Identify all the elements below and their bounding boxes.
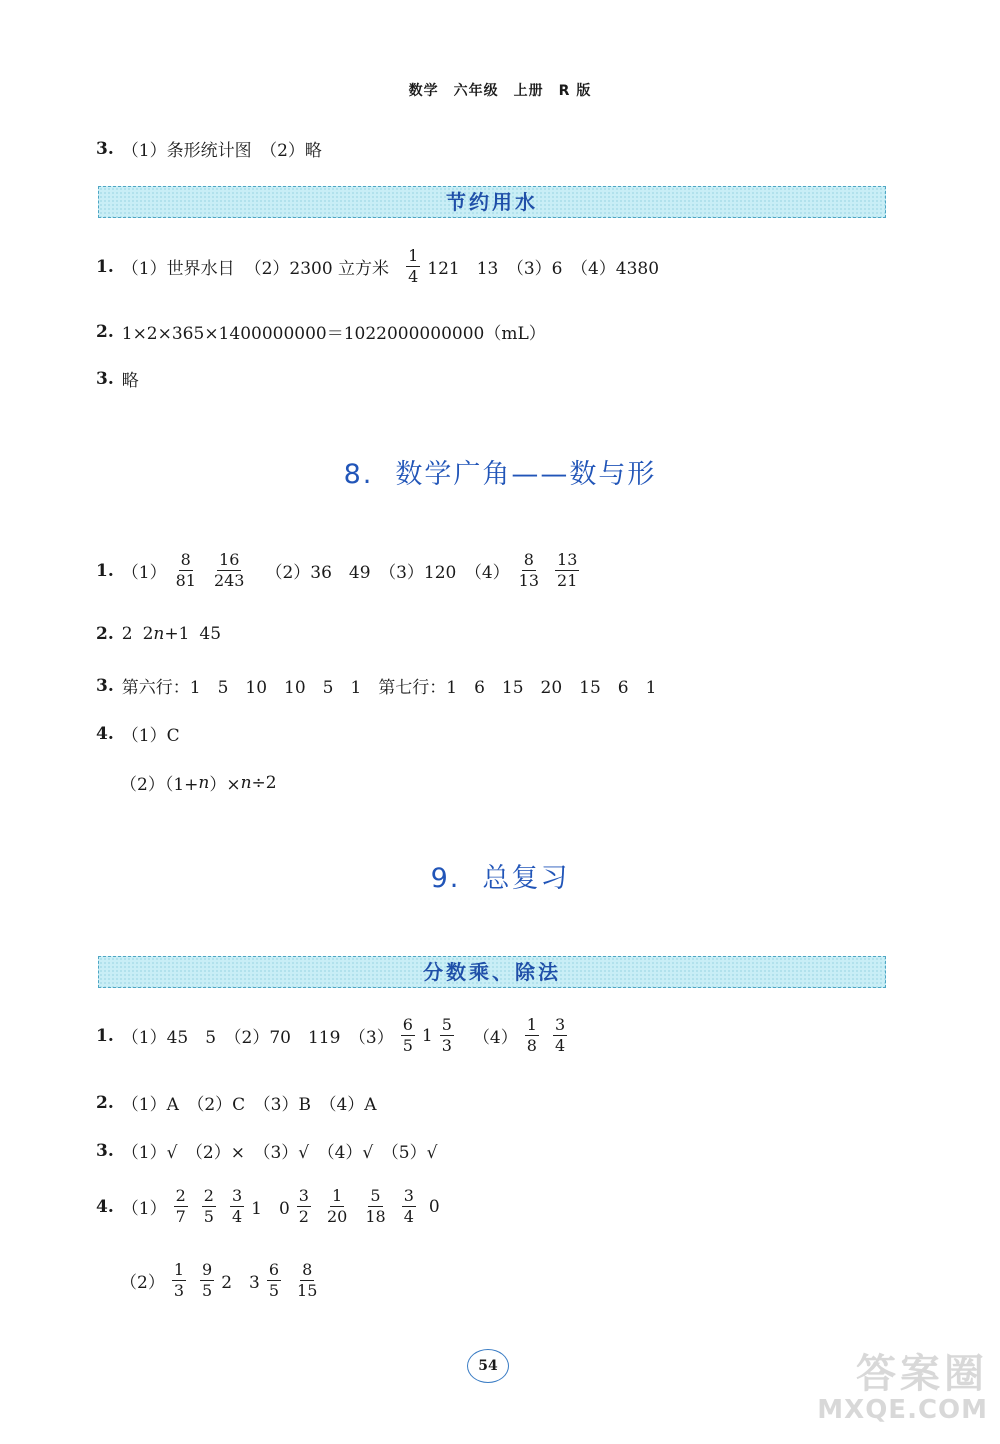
answer-text: （1）C [121, 726, 180, 746]
chapter-number: 8. [343, 459, 374, 490]
numerator: 1 [526, 1015, 537, 1034]
answer-text: +1 [164, 624, 190, 644]
denominator: 13 [518, 570, 540, 590]
fraction [325, 1188, 349, 1226]
watermark [817, 1352, 988, 1424]
fraction [200, 1262, 214, 1300]
numerator: 8 [180, 550, 191, 569]
chapter-title [0, 452, 1000, 491]
answer-line [96, 136, 322, 161]
numerator: 6 [402, 1015, 413, 1034]
denominator: 3 [173, 1280, 185, 1300]
answer-line [96, 1188, 440, 1226]
chapter-name: 总复习 [482, 863, 570, 894]
question-number: 1. [96, 1025, 114, 1046]
answer-line [96, 552, 586, 590]
numerator: 16 [219, 550, 240, 569]
fraction [406, 248, 420, 286]
answer-line [96, 366, 139, 391]
denominator: 5 [402, 1035, 413, 1055]
denominator: 4 [403, 1206, 414, 1226]
answer-text: 2 [121, 624, 133, 644]
denominator: 243 [213, 570, 245, 590]
question-number: 1. [96, 256, 114, 277]
numerator: 2 [203, 1186, 214, 1205]
denominator: 5 [202, 1280, 213, 1300]
numerator: 8 [302, 1260, 313, 1279]
answer-text: （1）条形统计图 （2）略 [121, 141, 322, 161]
denominator: 4 [231, 1206, 243, 1226]
denominator: 18 [365, 1206, 386, 1226]
denominator: 2 [298, 1206, 309, 1226]
denominator: 3 [441, 1035, 452, 1055]
numerator: 13 [557, 550, 578, 569]
answer-text: （1）A （2）C （3）B （4）A [121, 1095, 377, 1115]
answer-line [96, 1090, 377, 1115]
numerator: 3 [403, 1186, 414, 1205]
answer-line [120, 1262, 326, 1300]
numerator: 1 [173, 1260, 185, 1279]
numerator: 3 [231, 1186, 243, 1205]
chapter-name: 数学广角——数与形 [395, 459, 657, 490]
numerator: 5 [370, 1186, 381, 1205]
answer-text: 第六行：1 5 10 10 5 1 第七行：1 6 15 20 15 6 1 [121, 678, 657, 698]
answer-text: （2）（1+ [120, 775, 199, 795]
answer-text: 1×2×365×1400000000＝1022000000000（mL） [121, 324, 546, 344]
section-banner: 节约用水 [98, 186, 886, 218]
answer-text: （2）2300 立方米 [244, 259, 390, 280]
question-number: 2. [96, 1092, 114, 1113]
answer-text: 略 [121, 371, 139, 391]
answer-line [120, 770, 277, 795]
denominator: 15 [297, 1280, 318, 1300]
chapter-number: 9. [430, 863, 461, 894]
denominator: 81 [175, 570, 196, 590]
answer-text: ）× [209, 775, 241, 795]
numerator: 2 [175, 1186, 186, 1205]
numerator: 1 [408, 246, 419, 265]
answer-text: （1）√ （2）× （3）√ （4）√ （5）√ [121, 1143, 438, 1163]
answer-text: 45 [199, 624, 222, 644]
answer-text: 2 [142, 624, 154, 644]
fraction [212, 552, 247, 590]
answer-line [96, 721, 180, 746]
page-number: 54 [467, 1349, 509, 1383]
variable: n [240, 772, 252, 793]
denominator: 21 [557, 570, 578, 590]
answer-text: 1 0 [251, 1199, 290, 1220]
answer-text: 121 13 （3）6 （4）4380 [427, 259, 660, 280]
answer-text: 0 [428, 1196, 440, 1217]
answer-text: （4） [472, 1028, 518, 1049]
answer-text: （2） [120, 1273, 165, 1294]
fraction [555, 552, 579, 590]
fraction [230, 1188, 244, 1226]
question-number: 2. [96, 624, 114, 644]
denominator: 5 [203, 1206, 214, 1226]
answer-text: （1）世界水日 [121, 259, 235, 280]
fraction [174, 552, 198, 590]
variable: n [153, 624, 165, 644]
answer-text: （1）45 5 （2）70 119 （3） [121, 1028, 394, 1049]
numerator: 3 [554, 1015, 566, 1034]
fraction [440, 1017, 454, 1055]
numerator: 8 [523, 550, 534, 569]
denominator: 7 [175, 1206, 186, 1226]
watermark-site: MXQE.COM [817, 1395, 988, 1425]
answer-text: （2）36 49 （3）120 （4） [265, 563, 510, 584]
numerator: 6 [268, 1260, 280, 1279]
answer-line [96, 673, 656, 698]
denominator: 4 [408, 266, 419, 286]
question-number: 3. [96, 1140, 114, 1161]
page-header: 数学 六年级 上册 R 版 [408, 83, 592, 99]
fraction [553, 1017, 567, 1055]
answer-text: （1） [121, 563, 167, 584]
fraction [363, 1188, 387, 1226]
numerator: 3 [298, 1186, 309, 1205]
answer-text: 1 [421, 1025, 433, 1046]
fraction [402, 1188, 416, 1226]
watermark-logo-text: 答案圈 [856, 1351, 988, 1397]
answer-line [96, 319, 546, 344]
fraction [267, 1262, 281, 1300]
question-number: 3. [96, 368, 114, 389]
fraction [295, 1262, 319, 1300]
numerator: 1 [332, 1186, 343, 1205]
denominator: 8 [526, 1035, 537, 1055]
question-number: 4. [96, 1196, 114, 1217]
denominator: 4 [554, 1035, 566, 1055]
section-banner: 分数乘、除法 [98, 956, 886, 988]
answer-line [96, 1138, 437, 1163]
variable: n [198, 772, 210, 793]
answer-text: 2 3 [221, 1273, 260, 1294]
question-number: 2. [96, 321, 114, 342]
denominator: 20 [326, 1206, 348, 1226]
question-number: 3. [96, 138, 114, 159]
answer-line [96, 624, 221, 644]
answer-text: ÷2 [251, 772, 277, 793]
answer-line [96, 1017, 574, 1055]
fraction [525, 1017, 539, 1055]
denominator: 5 [268, 1280, 280, 1300]
question-number: 4. [96, 723, 114, 744]
numerator: 5 [441, 1015, 452, 1034]
fraction [172, 1262, 186, 1300]
fraction [401, 1017, 415, 1055]
answer-line [96, 248, 659, 286]
fraction [297, 1188, 311, 1226]
question-number: 1. [96, 560, 114, 581]
question-number: 3. [96, 675, 114, 696]
fraction [174, 1188, 188, 1226]
fraction [517, 552, 541, 590]
fraction [202, 1188, 216, 1226]
chapter-title [0, 856, 1000, 895]
answer-text: （1） [121, 1199, 167, 1220]
numerator: 9 [202, 1260, 213, 1279]
